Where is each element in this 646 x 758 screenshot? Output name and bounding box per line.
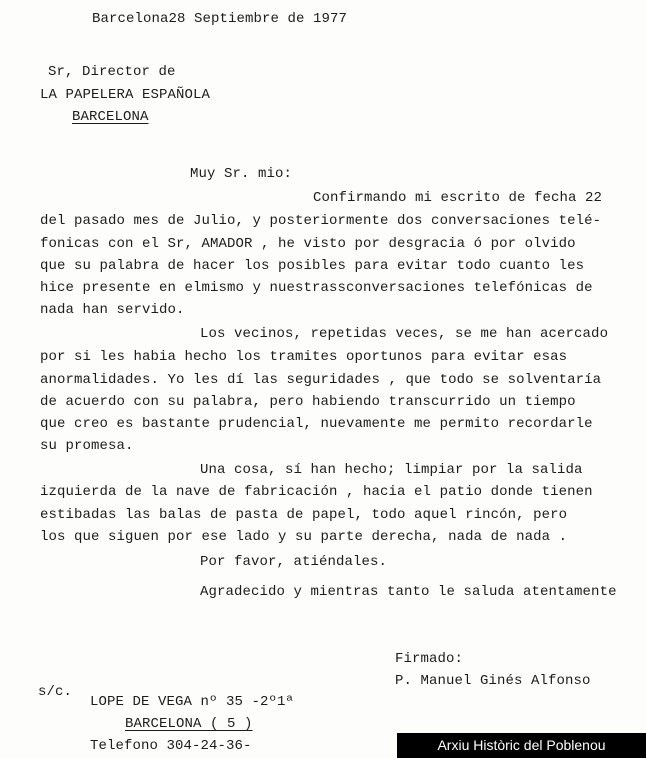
paragraph3-line: Una cosa, sí han hecho; limpiar por la salida <box>200 462 583 478</box>
paragraph3-line: izquierda de la nave de fabricación , hacia el patio donde tienen <box>40 484 593 500</box>
closing-please: Por favor, atiéndales. <box>200 554 388 570</box>
recipient-city: BARCELONA <box>72 109 149 125</box>
recipient-company: LA PAPELERA ESPAÑOLA <box>40 87 211 103</box>
paragraph1-line: que su palabra de hacer los posibles para evitar todo cuanto les <box>40 258 585 274</box>
paragraph2-line: anormalidades. Yo les dí las seguridades , que todo se solventaría <box>40 372 602 388</box>
sender-city: BARCELONA ( 5 ) <box>125 716 253 732</box>
signed-label: Firmado: <box>395 651 464 667</box>
paragraph1-line: nada han servido. <box>40 302 185 318</box>
paragraph3-line: los que siguen por ese lado y su parte derecha, nada de nada . <box>40 529 568 545</box>
sender-address: LOPE DE VEGA nº 35 -2º1ª <box>90 694 295 710</box>
sender-phone: Telefono 304-24-36- <box>90 738 252 754</box>
paragraph2-line: que creo es bastante prudencial, nuevamente me permito recordarle <box>40 416 593 432</box>
sender-prefix: s/c. <box>38 684 73 700</box>
recipient-title: Sr, Director de <box>48 64 176 80</box>
paragraph1-line: fonicas con el Sr, AMADOR , he visto por desgracia ó por olvido <box>40 236 576 252</box>
paragraph1-line: del pasado mes de Julio, y posteriormente dos conversaciones telé- <box>40 213 602 229</box>
salutation: Muy Sr. mio: <box>190 166 293 182</box>
signer-name: P. Manuel Ginés Alfonso <box>395 673 591 689</box>
paragraph2-line: Los vecinos, repetidas veces, se me han acercado <box>200 326 609 342</box>
paragraph1-line: Confirmando mi escrito de fecha 22 <box>313 190 603 206</box>
archive-watermark: Arxiu Històric del Poblenou <box>397 733 646 758</box>
paragraph3-line: estibadas las balas de pasta de papel, todo aquel rincón, pero <box>40 507 568 523</box>
paragraph1-line: hice presente en elmismo y nuestrassconversaciones telefónicas de <box>40 280 593 296</box>
closing-regards: Agradecido y mientras tanto le saluda atentamente <box>200 584 617 600</box>
paragraph2-line: por si les habia hecho los tramites oportunos para evitar esas <box>40 349 568 365</box>
paragraph2-line: de acuerdo con su palabra, pero habiendo transcurrido un tiempo <box>40 394 576 410</box>
paragraph2-line: su promesa. <box>40 438 134 454</box>
letter-date: Barcelona28 Septiembre de 1977 <box>92 11 348 27</box>
